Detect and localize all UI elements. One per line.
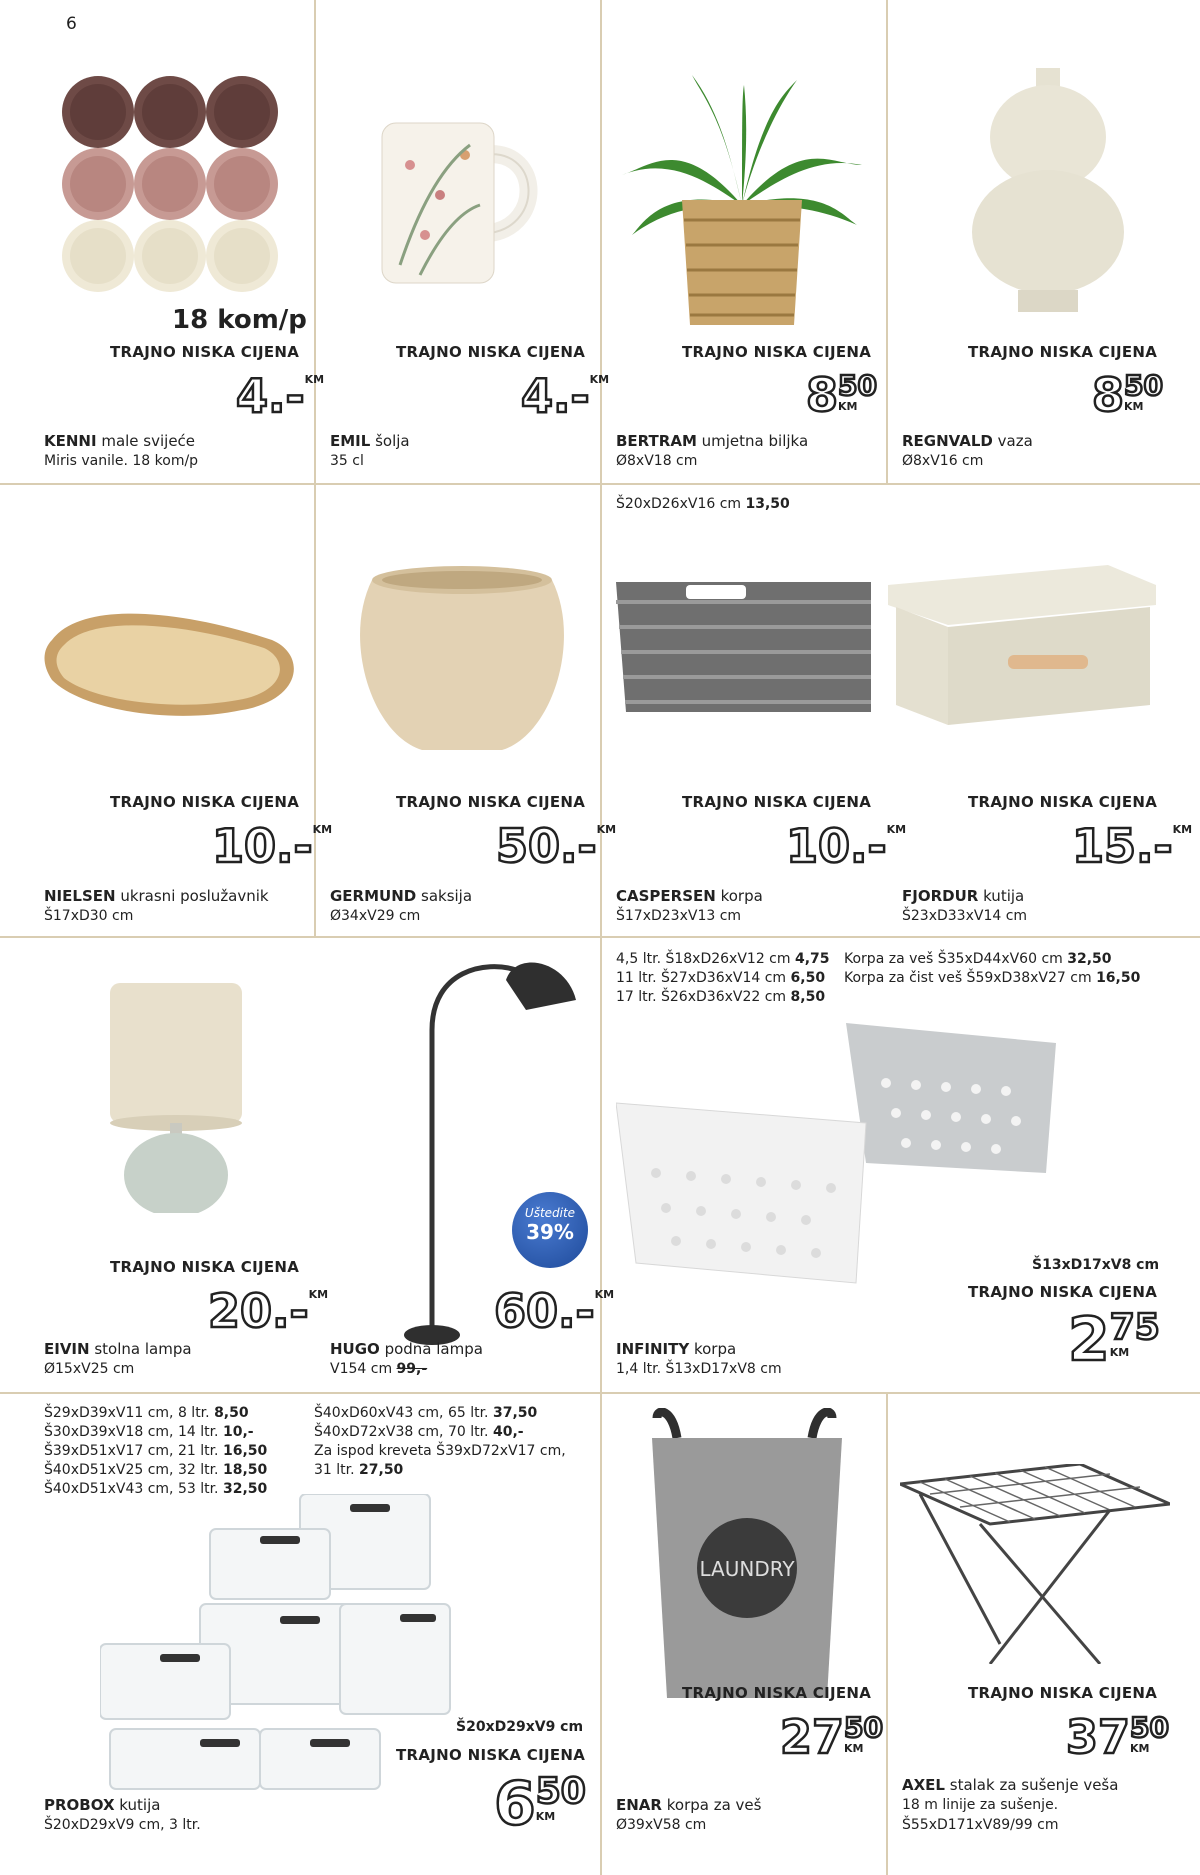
price: 15.- KM (1072, 819, 1193, 873)
size-label: Š20xD29xV9 cm (456, 1719, 584, 1735)
table-lamp-image (100, 983, 270, 1213)
pot-image (352, 560, 572, 760)
quantity-label: 18 kom/p (172, 305, 307, 335)
product-caspersen[interactable] (602, 485, 907, 936)
product-axel[interactable] (888, 1394, 1200, 1875)
product-kenni[interactable] (0, 0, 325, 483)
product-name: REGNVALD vaza (902, 432, 1033, 450)
product-nielsen[interactable] (0, 485, 333, 936)
product-details: Ø39xV58 cm (616, 1817, 707, 1833)
price: 10.- KM (786, 819, 907, 873)
candles-image (58, 72, 288, 302)
page-number: 6 (66, 14, 77, 34)
size-variant: Š20xD26xV16 cm 13,50 (616, 496, 790, 512)
price: 20.- KM (208, 1284, 329, 1338)
variant-list-left: Š29xD39xV11 cm, 8 ltr. 8,50 Š30xD39xV18 cm, 14 ltr. 10,- Š39xD51xV17 cm, 21 ltr. 16,50 Š40xD51xV25 cm, 32 ltr. 18,50 Š40xD51xV43 cm, 53 ltr. 32,50 (44, 1405, 268, 1497)
storage-basket-image (616, 1013, 1076, 1313)
product-details: Ø15xV25 cm (44, 1361, 135, 1377)
product-details: Š55xD171xV89/99 cm (902, 1817, 1059, 1833)
price-tag-label: TRAJNO NISKA CIJENA (396, 793, 586, 811)
product-details: V154 cm 99,- (330, 1361, 428, 1377)
price: 4.- KM (236, 369, 325, 423)
old-price: 99,- (396, 1361, 428, 1377)
product-details: 35 cl (330, 453, 364, 469)
tray-image (42, 600, 302, 730)
price-tag-label: TRAJNO NISKA CIJENA (968, 1684, 1158, 1702)
variant-list-right: Š40xD60xV43 cm, 65 ltr. 37,50 Š40xD72xV38 cm, 70 ltr. 40,- Za ispod kreveta Š39xD72xV17 cm, 31 ltr. 27,50 (314, 1405, 566, 1478)
product-hugo[interactable] (316, 938, 615, 1392)
mug-image (370, 115, 570, 295)
basket-image (616, 567, 876, 727)
price-tag-label: TRAJNO NISKA CIJENA (682, 1684, 872, 1702)
savings-badge: Uštedite 39% (512, 1192, 588, 1268)
price-tag-label: TRAJNO NISKA CIJENA (968, 343, 1158, 361)
laundry-basket-image (642, 1408, 862, 1708)
price: 27 50 KM (780, 1710, 883, 1764)
product-name: FJORDUR kutija (902, 887, 1025, 905)
product-regnvald[interactable] (888, 0, 1200, 483)
price: 50.- KM (496, 819, 617, 873)
product-name: GERMUND saksija (330, 887, 473, 905)
drying-rack-image (900, 1464, 1170, 1664)
price-tag-label: TRAJNO NISKA CIJENA (396, 1746, 586, 1764)
price: 10.- KM (212, 819, 333, 873)
laundry-print: LAUNDRY (699, 1557, 795, 1581)
box-image (888, 565, 1168, 735)
price-tag-label: TRAJNO NISKA CIJENA (682, 343, 872, 361)
price-tag-label: TRAJNO NISKA CIJENA (682, 793, 872, 811)
product-details: 1,4 ltr. Š13xD17xV8 cm (616, 1361, 782, 1377)
product-eivin[interactable] (0, 938, 329, 1392)
product-name: EMIL šolja (330, 432, 410, 450)
price-tag-label: TRAJNO NISKA CIJENA (968, 793, 1158, 811)
price: 60.- KM (494, 1284, 615, 1338)
price-tag-label: TRAJNO NISKA CIJENA (110, 793, 300, 811)
product-name: KENNI male svijeće (44, 432, 196, 450)
price-tag-label: TRAJNO NISKA CIJENA (110, 343, 300, 361)
product-name: BERTRAM umjetna biljka (616, 432, 809, 450)
product-details: Ø8xV16 cm (902, 453, 984, 469)
product-infinity[interactable] (602, 938, 1200, 1392)
price: 6 50 KM (494, 1769, 586, 1839)
product-details: Š20xD29xV9 cm, 3 ltr. (44, 1817, 201, 1833)
price: 2 75 KM (1068, 1305, 1160, 1375)
vase-image (958, 62, 1138, 322)
product-details: Ø34xV29 cm (330, 908, 421, 924)
product-name: AXEL stalak za sušenje veša (902, 1776, 1119, 1794)
product-details: Š17xD23xV13 cm (616, 908, 742, 924)
price: 4.- KM (521, 369, 610, 423)
product-enar[interactable] (602, 1394, 886, 1875)
product-details: 18 m linije za sušenje. (902, 1797, 1059, 1813)
product-probox[interactable] (0, 1394, 600, 1875)
price-tag-label: TRAJNO NISKA CIJENA (968, 1283, 1158, 1301)
price: 37 50 KM (1066, 1710, 1169, 1764)
product-name: INFINITY korpa (616, 1340, 737, 1358)
size-label: Š13xD17xV8 cm (1032, 1257, 1160, 1273)
variant-list-left: 4,5 ltr. Š18xD26xV12 cm 4,75 11 ltr. Š27xD36xV14 cm 6,50 17 ltr. Š26xD36xV22 cm 8,50 (616, 951, 830, 1005)
product-name: ENAR korpa za veš (616, 1796, 762, 1814)
product-emil[interactable] (316, 0, 610, 483)
product-name: NIELSEN ukrasni poslužavnik (44, 887, 269, 905)
product-name: PROBOX kutija (44, 1796, 161, 1814)
product-bertram[interactable] (602, 0, 886, 483)
variant-list-right: Korpa za veš Š35xD44xV60 cm 32,50 Korpa za čist veš Š59xD38xV27 cm 16,50 (844, 951, 1141, 986)
price: 8 50 KM (806, 368, 877, 422)
price-tag-label: TRAJNO NISKA CIJENA (110, 1258, 300, 1276)
product-name: HUGO podna lampa (330, 1340, 483, 1358)
product-details: Š23xD33xV14 cm (902, 908, 1028, 924)
price: 8 50 KM (1092, 368, 1163, 422)
plant-image (622, 75, 862, 335)
product-details: Ø8xV18 cm (616, 453, 698, 469)
price-tag-label: TRAJNO NISKA CIJENA (396, 343, 586, 361)
product-germund[interactable] (316, 485, 617, 936)
product-details: Miris vanile. 18 kom/p (44, 453, 199, 469)
product-name: CASPERSEN korpa (616, 887, 763, 905)
product-fjordur[interactable] (888, 485, 1200, 936)
product-details: Š17xD30 cm (44, 908, 134, 924)
product-name: EIVIN stolna lampa (44, 1340, 192, 1358)
